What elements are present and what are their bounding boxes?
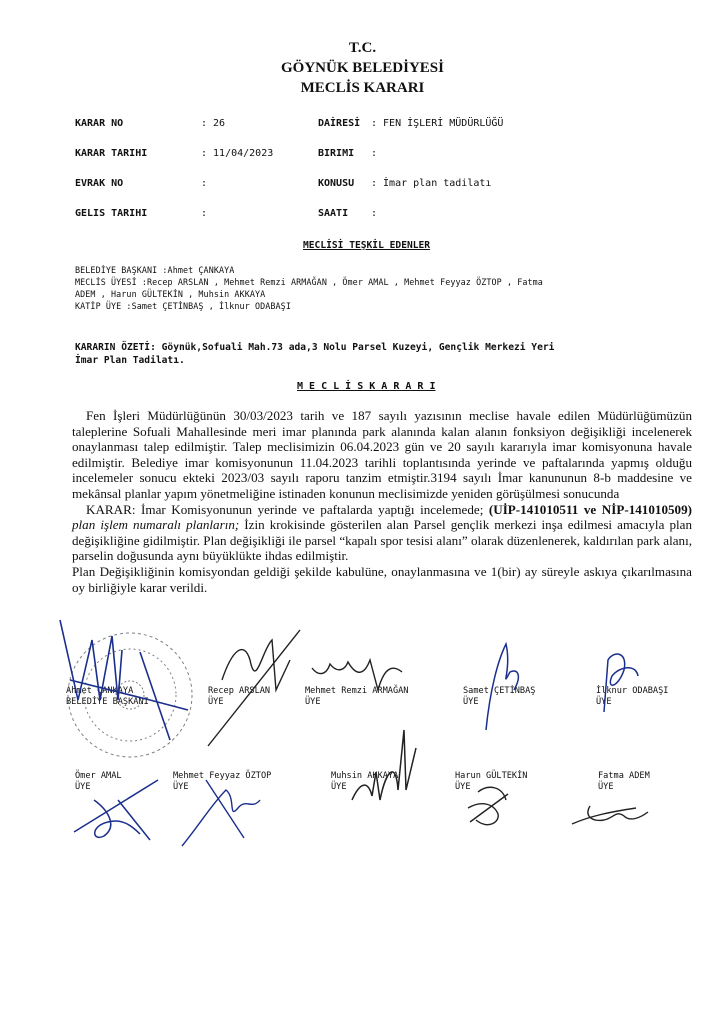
- evrak-no-label: EVRAK NO: [75, 178, 124, 189]
- meclis-karari-title: M E C L İ S K A R A R I: [297, 381, 436, 392]
- signature-block-mehmet-feyyaz: Mehmet Feyyaz ÖZTOP ÜYE: [173, 771, 272, 792]
- birimi-label: BIRIMI: [318, 148, 355, 159]
- gelis-tarihi-value: :: [201, 208, 208, 219]
- header-municipality: GÖYNÜK BELEDİYESİ: [281, 60, 444, 76]
- uyeler-line-2: ADEM , Harun GÜLTEKİN , Muhsin AKKAYA: [75, 289, 266, 299]
- saati-label: SAATI: [318, 208, 349, 219]
- karar-no-value: : 26: [201, 118, 226, 129]
- saati-value: :: [371, 208, 378, 219]
- konusu-value: : İmar plan tadilatı: [371, 178, 492, 189]
- signature-block-omer: Ömer AMAL ÜYE: [75, 771, 122, 792]
- ozet-line-1: KARARIN ÖZETİ: Göynük,Sofuali Mah.73 ada,3 Nolu Parsel Kuzeyi, Gençlik Merkezi Yeri: [75, 342, 555, 353]
- birimi-value: :: [371, 148, 378, 159]
- katip-line: KATİP ÜYE :Samet ÇETİNBAŞ , İlknur ODABAŞI: [75, 301, 291, 311]
- konusu-label: KONUSU: [318, 178, 355, 189]
- paragraph-3: Plan Değişikliğinin komisyondan geldiği şekilde kabulüne, onaylanmasına ve 1(bir) ay süreyle askıya çıkarılmasına oy birliğiyle karar verildi.: [72, 563, 692, 595]
- header-document-type: MECLİS KARARI: [300, 80, 425, 96]
- evrak-no-value: :: [201, 178, 208, 189]
- signature-block-baskan: Ahmet ÇANKAYA BELEDİYE BAŞKANI: [66, 686, 149, 707]
- decision-body: [72, 408, 692, 595]
- paragraph-1: Fen İşleri Müdürlüğünün 30/03/2023 tarih ve 187 sayılı yazısının meclise havale edilen Müdürlüğümüzün taleplerine Sofuali Mahallesinde meri imar planında park alanında kalan alanın fonksiyon değişikliği incelenerek onaylanması talep edilmiştir. Talep meclisimizin 06.04.2023 gün ve 20 sayılı kararıyla imar komisyonuna havale edilmiştir. Belediye imar komisyonunun 11.04.2023 tarihli toplantısında yerinde ve paftalarında yapmış olduğu incelemeler sonucu ekteki 2023/03 sayılı raporu tanzim etmiştir.3194 sayılı İmar kanununun 8-b maddesine ve mekânsal planlar yapım yönetmeliğine istinaden konunun meclisimizde yeniden görüşülmesi sonucunda: [72, 408, 692, 501]
- signature-block-mehmet-remzi: Mehmet Remzi ARMAĞAN ÜYE: [305, 686, 409, 707]
- karar-no-label: KARAR NO: [75, 118, 124, 129]
- karar-detail: İzin krokisinde gösterilen alan Parsel gençlik merkezi inşa edilmesi amacıyla plan değişikliğine gidilmiştir. Plan değişikliği ile parsel “kapalı spor tesisi alanı” olarak düzenlenerek, kaldırılan park alanı, parselin doğusunda aynı büyüklükte ihdas edilmiştir.: [72, 517, 692, 564]
- dairesi-value: : FEN İŞLERİ MÜDÜRLÜĞÜ: [371, 118, 504, 129]
- plan-numbers-suffix: plan işlem numaralı planların;: [72, 517, 240, 533]
- uyeler-line-1: MECLİS ÜYESİ :Recep ARSLAN , Mehmet Remzi ARMAĞAN , Ömer AMAL , Mehmet Feyyaz ÖZTOP , Fatma: [75, 277, 543, 287]
- plan-numbers: (UİP-141010511 ve NİP-141010509): [488, 501, 692, 517]
- signature-block-fatma: Fatma ADEM ÜYE: [598, 771, 650, 792]
- signature-block-harun: Harun GÜLTEKİN ÜYE: [455, 771, 528, 792]
- signature-baskan: [60, 620, 188, 740]
- meclis-teskil-title: MECLİSİ TEŞKİL EDENLER: [303, 240, 431, 251]
- dairesi-label: DAİRESİ: [318, 118, 361, 129]
- baskan-line: BELEDİYE BAŞKANI :Ahmet ÇANKAYA: [75, 265, 235, 275]
- signature-block-muhsin: Muhsin AKKAYA ÜYE: [331, 771, 399, 792]
- paragraph-2: [72, 502, 692, 564]
- header-tc: T.C.: [348, 40, 377, 56]
- signature-block-ilknur: İlknur ODABAŞI ÜYE: [596, 686, 669, 707]
- signature-block-samet: Samet ÇETİNBAŞ ÜYE: [463, 686, 536, 707]
- karar-tarihi-label: KARAR TARIHI: [75, 148, 148, 159]
- signature-block-recep: Recep ARSLAN ÜYE: [208, 686, 271, 707]
- ozet-line-2: İmar Plan Tadilatı.: [75, 355, 185, 366]
- karar-intro: KARAR: İmar Komisyonunun yerinde ve paftalarda yaptığı incelemede;: [86, 501, 489, 517]
- karar-tarihi-value: : 11/04/2023: [201, 148, 274, 159]
- gelis-tarihi-label: GELIS TARIHI: [75, 208, 148, 219]
- signature-fatma: [572, 806, 648, 824]
